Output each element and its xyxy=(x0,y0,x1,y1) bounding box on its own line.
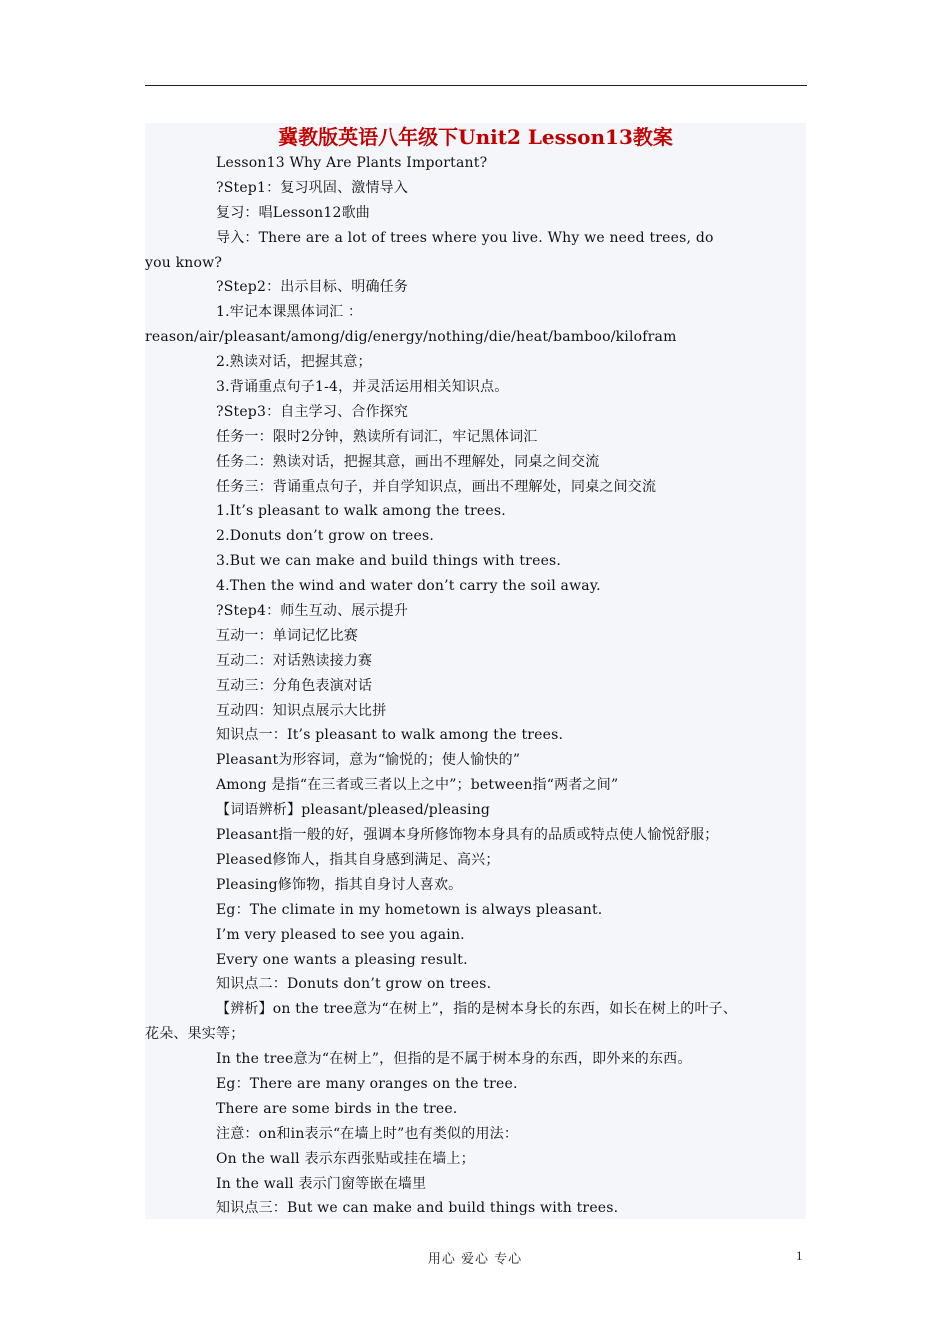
text-line: ?Step4：师生互动、展示提升 xyxy=(216,603,409,620)
text-line: 知识点一：It’s pleasant to walk among the trees. xyxy=(216,727,564,744)
text-line: 注意：on和in表示“在墙上时”也有类似的用法： xyxy=(216,1125,519,1142)
text-line: In the tree意为“在树上”，但指的是不属于树本身的东西，即外来的东西。 xyxy=(216,1051,692,1068)
text-line: 知识点二：Donuts don’t grow on trees. xyxy=(216,976,492,993)
text-line: Pleasant指一般的好，强调本身所修饰物本身具有的品质或特点使人愉悦舒服； xyxy=(216,827,719,844)
text-line: 互动二：对话熟读接力赛 xyxy=(216,652,373,669)
text-line: Every one wants a pleasing result. xyxy=(216,951,468,968)
text-line: Eg：There are many oranges on the tree. xyxy=(216,1075,518,1092)
text-line: I’m very pleased to see you again. xyxy=(216,926,465,943)
text-line: Pleasing修饰物，指其自身讨人喜欢。 xyxy=(216,876,463,893)
text-line: 2.Donuts don’t grow on trees. xyxy=(216,528,434,545)
text-line: In the wall 表示门窗等嵌在墙里 xyxy=(216,1175,427,1192)
text-line: 互动一：单词记忆比赛 xyxy=(216,627,358,644)
text-line: 互动三：分角色表演对话 xyxy=(216,677,373,694)
text-line: There are some birds in the tree. xyxy=(216,1100,458,1117)
text-line: 3.But we can make and build things with trees. xyxy=(216,553,562,570)
text-line: 导入：There are a lot of trees where you live. Why we need trees, do xyxy=(216,229,714,246)
text-line: Pleased修饰人，指其自身感到满足、高兴； xyxy=(216,851,500,868)
text-line: 互动四：知识点展示大比拼 xyxy=(216,702,387,719)
text-line: On the wall 表示东西张贴或挂在墙上； xyxy=(216,1150,475,1167)
text-line: 任务三：背诵重点句子，并自学知识点，画出不理解处，同桌之间交流 xyxy=(216,478,657,495)
text-line: 任务二：熟读对话，把握其意，画出不理解处，同桌之间交流 xyxy=(216,453,600,470)
footer-motto: 用心 爱心 专心 xyxy=(427,1252,523,1267)
text-line: 任务一：限时2分钟，熟读所有词汇，牢记黑体词汇 xyxy=(216,428,538,445)
text-line: 1.牢记本课黑体词汇 ： xyxy=(216,304,363,321)
text-line: 【辨析】on the tree意为“在树上”，指的是树本身长的东西，如长在树上的叶子、 xyxy=(216,1001,738,1018)
text-line: ?Step3：自主学习、合作探究 xyxy=(216,403,409,420)
text-line: 4.Then the wind and water don’t carry the soil away. xyxy=(216,578,601,595)
text-line: ?Step2：出示目标、明确任务 xyxy=(216,279,409,296)
text-line: 知识点三：But we can make and build things with trees. xyxy=(216,1200,619,1217)
text-line: 3.背诵重点句子1-4，并灵活运用相关知识点。 xyxy=(216,379,509,396)
text-line: 2.熟读对话，把握其意； xyxy=(216,354,372,371)
page-number: 1 xyxy=(796,1248,803,1263)
text-line: 花朵、果实等； xyxy=(145,1026,245,1043)
document-title: 冀教版英语八年级下Unit2 Lesson13教案 xyxy=(278,125,673,149)
text-line: you know? xyxy=(145,254,223,271)
text-line: Pleasant为形容词，意为“愉悦的；使人愉快的” xyxy=(216,752,521,769)
text-line: ?Step1：复习巩固、激情导入 xyxy=(216,179,409,196)
text-line: Eg：The climate in my hometown is always pleasant. xyxy=(216,901,603,918)
document-body xyxy=(145,123,806,1219)
text-line: reason/air/pleasant/among/dig/energy/nothing/die/heat/bamboo/kilofram xyxy=(145,329,677,346)
text-line: 复习：唱Lesson12歌曲 xyxy=(216,204,371,221)
header-rule xyxy=(145,85,807,86)
document-lines xyxy=(145,151,806,1219)
text-line: 1.It’s pleasant to walk among the trees. xyxy=(216,503,506,520)
text-line: Among 是指“在三者或三者以上之中”；between指“两者之间” xyxy=(216,777,619,794)
text-line: Lesson13 Why Are Plants Important? xyxy=(216,155,488,171)
text-line: 【词语辨析】pleasant/pleased/pleasing xyxy=(216,802,491,819)
